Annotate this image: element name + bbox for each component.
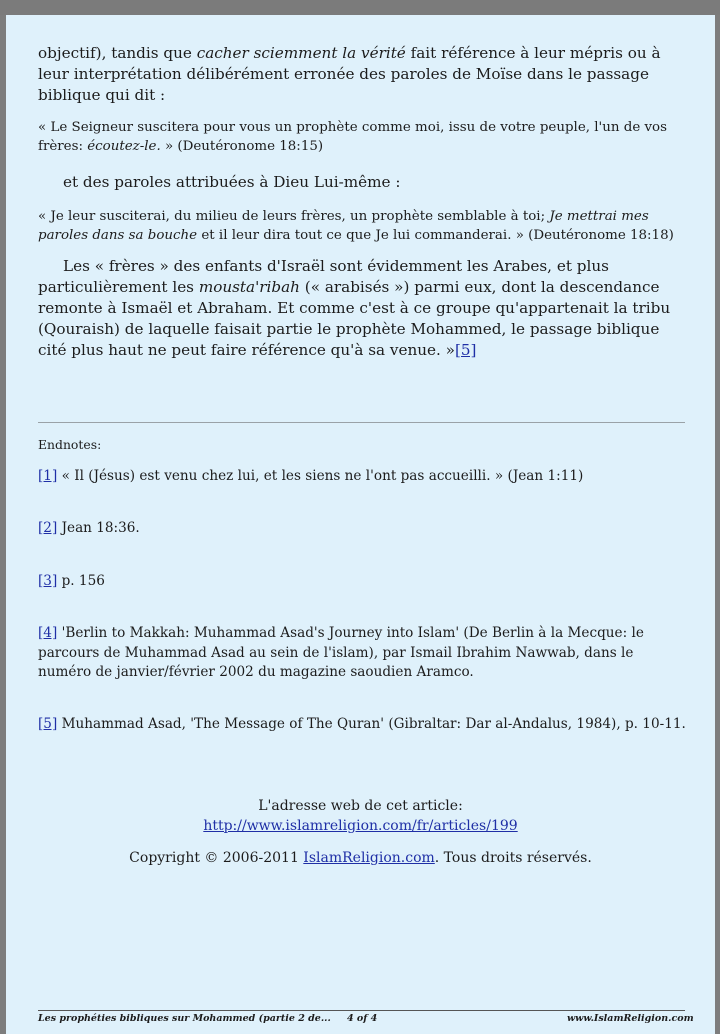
footer-title: Les prophéties bibliques sur Mohammed (partie 2 de... [38, 1013, 331, 1024]
endnote-5 [38, 715, 688, 735]
emphasis: Je mettrai mes paroles dans sa bouche [38, 209, 649, 243]
endnote-ref[interactable]: [4] [38, 625, 58, 641]
endnote-2 [38, 519, 688, 539]
endnote-3 [38, 572, 688, 592]
endnote-link-5[interactable]: [5] [454, 341, 477, 359]
text: Copyright © 2006-2011 [129, 850, 304, 866]
address-label: L'adresse web de cet article: [258, 798, 463, 814]
text: Les « frères » des enfants d'Israël sont évidemment les Arabes, et plus particulièrement les [38, 257, 609, 296]
text: « Je leur susciterai, du milieu de leurs frères, un prophète semblable à toi; [38, 209, 550, 224]
text: et il leur dira tout ce que Je lui commanderai. » (Deutéronome 18:18) [197, 227, 674, 243]
endnotes-label: Endnotes: [38, 437, 102, 452]
paragraph-3 [38, 256, 688, 361]
endnote-text: Muhammad Asad, 'The Message of The Quran' (Gibraltar: Dar al-Andalus, 1984), p. 10-11. [57, 716, 686, 732]
quote-2 [38, 208, 688, 245]
text: » (Deutéronome 18:15) [160, 138, 324, 154]
quote-1 [38, 119, 688, 156]
copyright [6, 848, 715, 868]
endnote-text: p. 156 [57, 573, 105, 589]
divider [38, 422, 685, 423]
text: objectif), tandis que [38, 44, 197, 62]
endnote-1 [38, 467, 688, 487]
endnote-ref[interactable]: [5] [38, 716, 58, 732]
footer-rule [38, 1010, 685, 1011]
endnote-text: « Il (Jésus) est venu chez lui, et les siens ne l'ont pas accueilli. » (Jean 1:11) [57, 468, 584, 484]
endnote-4 [38, 624, 688, 683]
emphasis: écoutez-le. [87, 138, 161, 154]
document-page [6, 15, 715, 1034]
text: « Le Seigneur suscitera pour vous un prophète comme moi, issu de votre peuple, l'un de vos frères: [38, 120, 667, 154]
top-bar [0, 0, 720, 15]
paragraph-2: et des paroles attribuées à Dieu Lui-même : [63, 173, 401, 191]
emphasis: mousta'ribah [198, 278, 300, 296]
footer-site: www.IslamReligion.com [567, 1013, 694, 1024]
text: fait référence à leur mépris ou à leur interprétation délibérément erronée des paroles de Moïse dans le passage biblique qui dit : [38, 44, 661, 104]
site-link[interactable]: IslamReligion.com [303, 850, 435, 866]
endnote-ref[interactable]: [1] [38, 468, 58, 484]
endnote-ref[interactable]: [3] [38, 573, 58, 589]
article-address [6, 796, 715, 868]
paragraph-1 [38, 43, 688, 106]
endnote-text: 'Berlin to Makkah: Muhammad Asad's Journey into Islam' (De Berlin à la Mecque: le parcours de Muhammad Asad au sein de l'islam), par Ismail Ibrahim Nawwab, dans le numéro de janvier/février 2002 du magazine saoudien Aramco. [38, 625, 644, 680]
article-body [38, 43, 688, 361]
endnote-ref[interactable]: [2] [38, 520, 58, 536]
article-url-link[interactable]: http://www.islamreligion.com/fr/articles/199 [203, 818, 518, 834]
text: (« arabisés ») parmi eux, dont la descendance remonte à Ismaël et Abraham. Et comme c'est à ce groupe qu'appartenait la tribu (Qouraish) de laquelle faisait partie le prophète Mohammed, le passage biblique cité plus haut ne peut faire référence qu'à sa venue. » [38, 278, 671, 359]
emphasis: cacher sciemment la vérité [196, 44, 406, 62]
endnote-text: Jean 18:36. [57, 520, 140, 536]
page-number: 4 of 4 [347, 1013, 378, 1024]
text: . Tous droits réservés. [434, 850, 592, 866]
